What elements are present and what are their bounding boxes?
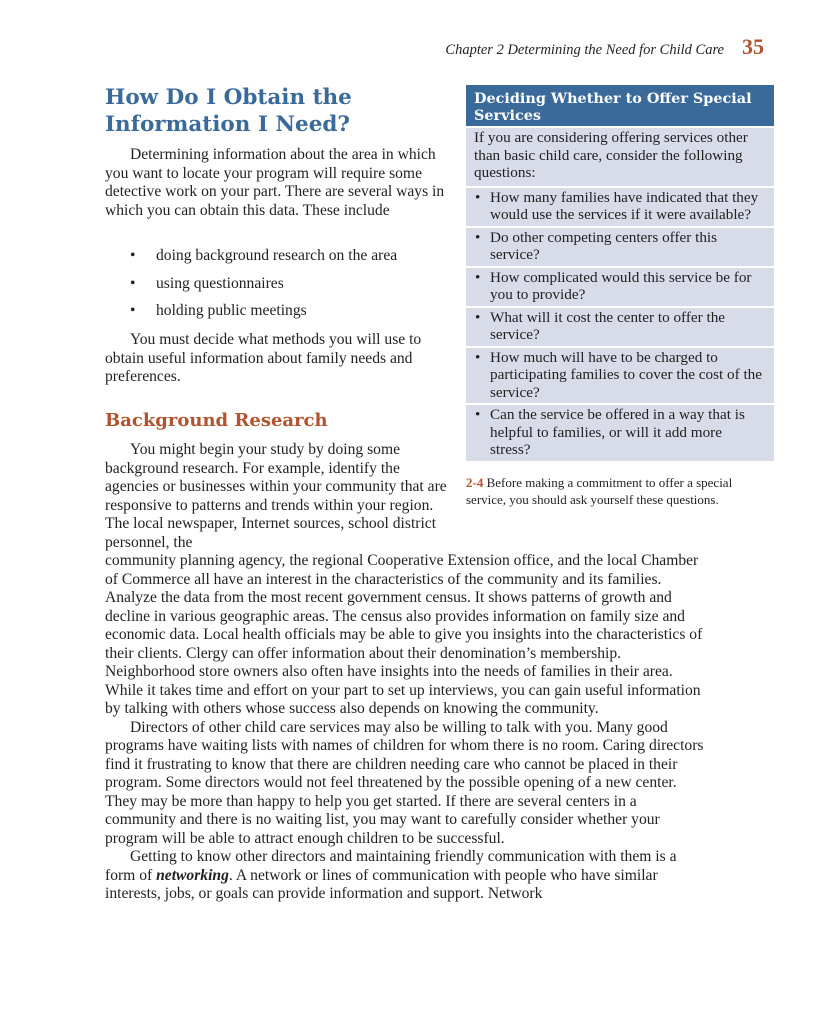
- figure-number: 2-4: [466, 475, 484, 490]
- sidebar-question: • What will it cost the center to offer the service?: [466, 308, 774, 348]
- running-head: [445, 34, 764, 60]
- intro-text: Determining information about the area in which you want to locate your program will require some detective work on your part. There are several ways in which you can obtain this data. These include: [105, 146, 445, 219]
- background-paragraph-start: [105, 441, 447, 552]
- methods-text: You must decide what methods you will use to obtain useful information about family needs and preferences.: [105, 331, 422, 385]
- caption-text: Before making a commitment to offer a special service, you should ask yourself these questions.: [466, 475, 733, 507]
- bullet-icon: •: [475, 308, 481, 326]
- directors-paragraph: Directors of other child care services may also be willing to talk with you. Many good programs have waiting lists with names of children for whom there is no room. Caring directors find it frustrating to know that there are children needing care who cannot be placed in their program. Some directors would not feel threatened by the possible opening of a new center. They may be more than happy to help you get started. If there are several centers in a community and there is no waiting list, you may want to carefully consider whether your program will be able to attract enough children to be successful.: [105, 718, 704, 847]
- bullet-icon: •: [130, 274, 136, 292]
- bullet-icon: •: [475, 406, 481, 423]
- section-heading-background-research: Background Research: [105, 410, 328, 431]
- page-number: 35: [742, 34, 764, 59]
- sidebar-question: • How complicated would this service be for you to provide?: [466, 268, 774, 308]
- sidebar-question: • Do other competing centers offer this service?: [466, 228, 774, 268]
- sidebar-title: Deciding Whether to Offer Special Services: [466, 85, 774, 128]
- list-item: • holding public meetings: [130, 302, 307, 319]
- bullet-icon: •: [475, 348, 481, 366]
- list-item: • doing background research on the area: [130, 247, 398, 264]
- methods-paragraph: [105, 331, 447, 387]
- sidebar-question: • How many families have indicated that they would use the services if it were available?: [466, 188, 774, 228]
- networking-term: networking: [156, 866, 229, 884]
- bullet-icon: •: [475, 228, 481, 246]
- sidebar-intro: If you are considering offering services other than basic child care, consider the following questions:: [466, 128, 774, 188]
- chapter-title: Chapter 2 Determining the Need for Child Care: [445, 42, 724, 58]
- networking-paragraph: Getting to know other directors and maintaining friendly communication with them is a form of networking. A network or lines of communication with people who have similar interests, jobs, or goals can provide information and support. Network: [105, 848, 677, 902]
- sidebar-question: • How much will have to be charged to participating families to cover the cost of the service?: [466, 348, 774, 406]
- special-services-sidebar: [466, 85, 774, 463]
- methods-list: [130, 247, 397, 330]
- intro-paragraph: [105, 146, 447, 220]
- sidebar-question: • Can the service be offered in a way that is helpful to families, or will it add more stress?: [466, 405, 774, 463]
- list-item: • using questionnaires: [130, 274, 284, 292]
- bullet-icon: •: [475, 188, 481, 206]
- bullet-icon: •: [130, 302, 136, 319]
- bullet-icon: •: [475, 268, 481, 286]
- bullet-icon: •: [130, 247, 136, 264]
- background-text-continued: community planning agency, the regional Cooperative Extension office, and the local Chamber of Commerce all have an interest in the characteristics of the community and its families. Analyze the data from the most recent government census. It shows patterns of growth and decline in various geographic areas. The census also provides information on family size and economic data. Local health officials may be able to give you insights into the characteristics of their clients. Clergy can offer information about their denomination’s membership. Neighborhood store owners also often have insights into the needs of families in their area. While it takes time and effort on your part to set up interviews, you can gain useful information by talking with others whose success also depends on knowing the community.: [105, 552, 703, 717]
- section-heading-obtain-information: How Do I Obtain the Information I Need?: [105, 85, 352, 137]
- background-text: You might begin your study by doing some background research. For example, identify the agencies or businesses within your community that are responsive to patterns and trends within your region. The local newspaper, Internet sources, school district personnel, the: [105, 441, 447, 551]
- figure-caption: [466, 474, 766, 508]
- body-text: [105, 552, 705, 904]
